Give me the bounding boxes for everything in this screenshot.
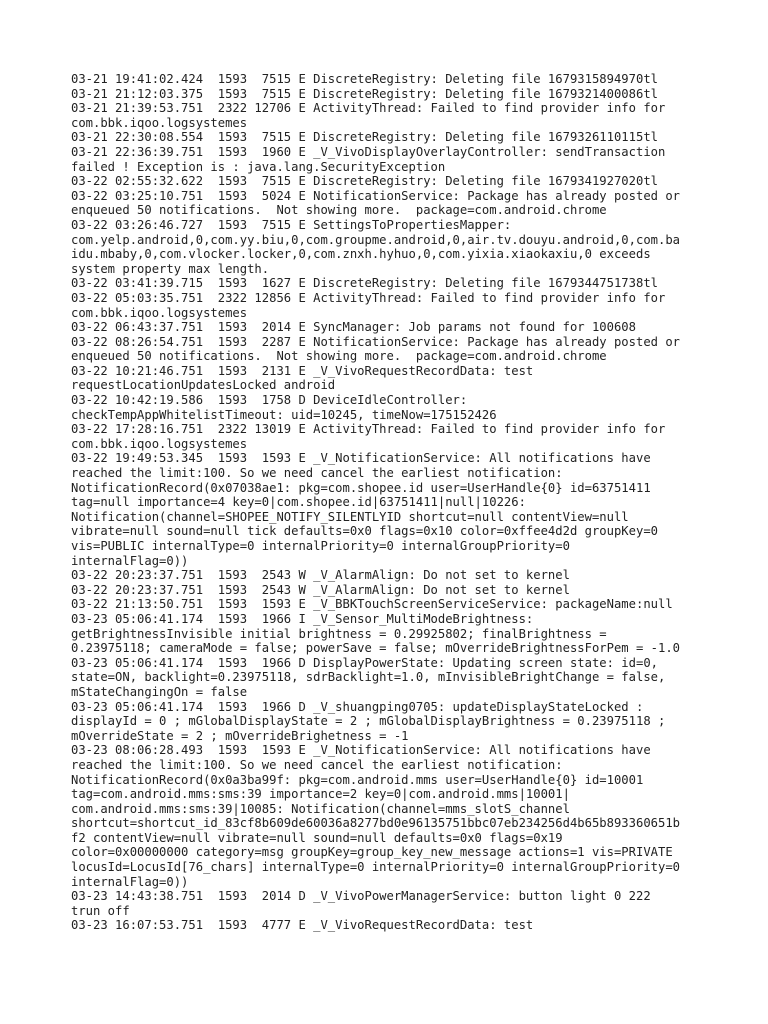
log-line: 03-22 10:21:46.751 1593 2131 E _V_VivoRequestRecordData: test [71,363,534,378]
log-line: displayId = 0 ; mGlobalDisplayState = 2 ; mGlobalDisplayBrightness = 0.23975118 ; [71,714,666,729]
log-line: 03-22 20:23:37.751 1593 2543 W _V_AlarmAlign: Do not set to kernel [71,568,570,583]
log-line: 03-22 03:41:39.715 1593 1627 E DiscreteRegistry: Deleting file 1679344751738tl [71,276,658,291]
log-line: internalFlag=0)) [71,874,189,889]
log-line: shortcut=shortcut_id_83cf8b609de60036a8277bd0e96135751bbc07eb234256d4b65b893360651b [71,816,681,831]
log-line: com.bbk.iqoo.logsystemes [71,115,248,130]
log-line: trun off [71,903,130,918]
log-line: 03-23 14:43:38.751 1593 2014 D _V_VivoPowerManagerService: button light 0 222 [71,889,651,904]
log-line: vibrate=null sound=null tick defaults=0x0 flags=0x10 color=0xffee4d2d groupKey=0 [71,524,658,539]
log-line: 03-21 22:36:39.751 1593 1960 E _V_VivoDisplayOverlayController: sendTransaction [71,144,666,159]
log-line: system property max length. [71,261,270,276]
log-line: tag=null importance=4 key=0|com.shopee.id|63751411|null|10226: [71,495,526,510]
log-line: 03-21 22:30:08.554 1593 7515 E DiscreteRegistry: Deleting file 1679326110115tl [71,130,658,145]
log-line: internalFlag=0)) [71,553,189,568]
log-line: 03-21 21:39:53.751 2322 12706 E ActivityThread: Failed to find provider info for [71,101,666,116]
log-line: vis=PUBLIC internalType=0 internalPriority=0 internalGroupPriority=0 [71,539,570,553]
log-line: locusId=LocusId[76_chars] internalType=0 internalPriority=0 internalGroupPriority=0 [71,860,681,875]
log-line: f2 contentView=null vibrate=null sound=null defaults=0x0 flags=0x19 [71,830,563,845]
log-line: NotificationRecord(0x0a3ba99f: pkg=com.android.mms user=UserHandle{0} id=10001 [71,772,644,787]
log-line: 03-22 19:49:53.345 1593 1593 E _V_NotificationService: All notifications have [71,451,651,466]
log-line: 03-22 08:26:54.751 1593 2287 E NotificationService: Package has already posted or [71,334,681,349]
log-line: enqueued 50 notifications. Not showing more. package=com.android.chrome [71,349,607,364]
log-line: checkTempAppWhitelistTimeout: uid=10245, timeNow=175152426 [71,407,497,422]
log-line: 03-21 19:41:02.424 1593 7515 E DiscreteRegistry: Deleting file 1679315894970tl [71,72,658,86]
log-line: 0.23975118; cameraMode = false; powerSave = false; mOverrideBrightnessForPem = -1.0 [71,641,681,656]
log-line: Notification(channel=SHOPEE_NOTIFY_SILENTLYID shortcut=null contentView=null [71,509,629,524]
log-line: mStateChangingOn = false [71,684,248,699]
log-line: NotificationRecord(0x07038ae1: pkg=com.shopee.id user=UserHandle{0} id=63751411 [71,480,651,495]
log-line: state=ON, backlight=0.23975118, sdrBacklight=1.0, mInvisibleBrightChange = false, [71,670,666,685]
log-line: 03-22 06:43:37.751 1593 2014 E SyncManager: Job params not found for 100608 [71,320,636,335]
log-line: 03-22 20:23:37.751 1593 2543 W _V_AlarmAlign: Do not set to kernel [71,582,570,597]
log-line: com.bbk.iqoo.logsystemes [71,436,248,451]
log-line: 03-22 05:03:35.751 2322 12856 E ActivityThread: Failed to find provider info for [71,290,666,305]
log-line: 03-22 02:55:32.622 1593 7515 E DiscreteRegistry: Deleting file 1679341927020tl [71,174,658,189]
log-line: enqueued 50 notifications. Not showing more. package=com.android.chrome [71,203,607,218]
log-line: failed ! Exception is : java.lang.SecurityException [71,159,446,174]
log-document [71,72,701,933]
log-line: 03-22 10:42:19.586 1593 1758 D DeviceIdleController: [71,393,468,408]
log-line: 03-23 08:06:28.493 1593 1593 E _V_NotificationService: All notifications have [71,743,651,758]
log-line: 03-22 17:28:16.751 2322 13019 E ActivityThread: Failed to find provider info for [71,422,666,437]
log-line: idu.mbaby,0,com.vlocker.locker,0,com.znxh.hyhuo,0,com.yixia.xiaokaxiu,0 exceeds [71,247,651,262]
log-line: 03-22 21:13:50.751 1593 1593 E _V_BBKTouchScreenServiceService: packageName:null [71,597,673,612]
log-line: com.yelp.android,0,com.yy.biu,0,com.groupme.android,0,air.tv.douyu.android,0,com.ba [71,232,681,247]
log-line: tag=com.android.mms:sms:39 importance=2 key=0|com.android.mms|10001| [71,787,570,802]
log-line: mOverrideState = 2 ; mOverrideBrighetness = -1 [71,728,409,743]
log-line: requestLocationUpdatesLocked android [71,378,336,393]
log-line: com.bbk.iqoo.logsystemes [71,305,248,320]
log-line: reached the limit:100. So we need cancel the earliest notification: [71,757,563,772]
log-line: reached the limit:100. So we need cancel the earliest notification: [71,466,563,481]
log-line: 03-23 05:06:41.174 1593 1966 I _V_Sensor_MultiModeBrightness: [71,611,534,626]
log-line: 03-22 03:25:10.751 1593 5024 E NotificationService: Package has already posted or [71,188,681,203]
log-line: getBrightnessInvisible initial brightness = 0.29925802; finalBrightness = [71,626,607,641]
log-line: com.android.mms:sms:39|10085: Notification(channel=mms_slotS_channel [71,801,570,816]
log-line: 03-22 03:26:46.727 1593 7515 E SettingsToPropertiesMapper: [71,217,512,232]
log-line: 03-23 05:06:41.174 1593 1966 D _V_shuangping0705: updateDisplayStateLocked : [71,699,644,714]
log-line: 03-23 16:07:53.751 1593 4777 E _V_VivoRequestRecordData: test [71,918,534,933]
log-line: color=0x00000000 category=msg groupKey=group_key_new_message actions=1 vis=PRIVATE [71,845,673,860]
log-line: 03-23 05:06:41.174 1593 1966 D DisplayPowerState: Updating screen state: id=0, [71,655,658,670]
log-line: 03-21 21:12:03.375 1593 7515 E DiscreteRegistry: Deleting file 1679321400086tl [71,86,658,101]
